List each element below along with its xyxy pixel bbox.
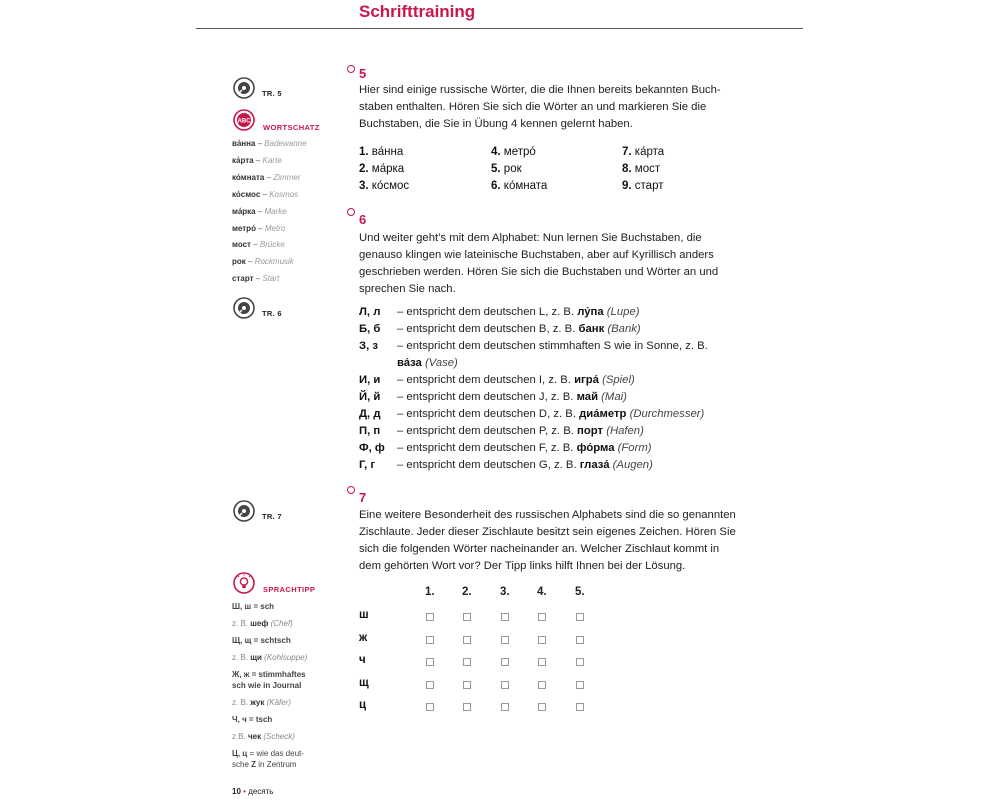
tip-example-sh: z. B. шеф (Chef) xyxy=(232,619,293,628)
vocab-ru: ка́рта xyxy=(232,156,254,165)
answer-checkbox[interactable] xyxy=(538,681,546,689)
answer-checkbox[interactable] xyxy=(538,636,546,644)
grid-row-label: ш xyxy=(359,609,369,621)
vocab-de: Brücke xyxy=(259,240,285,249)
vocab-item: ма́рка – Marke xyxy=(232,207,287,216)
tip-example-ch: z.B. чек (Scheck) xyxy=(232,732,295,741)
grid-column-header: 1. xyxy=(425,586,435,598)
vocab-de: Marke xyxy=(264,207,287,216)
exercise-7-instructions: Eine weitere Besonderheit des russischen Alphabets sind die so genannten Zischlaute. Jeder dieser Zischlaute besitzt sein eigenes Zeichen. Hören Sie sich die folgenden Wörter nacheinander an. Welcher Zischlaut kommt in dem gehörten Wort vor? Der Tipp links hilft Ihnen bei der Lösung. xyxy=(359,509,736,572)
track-label-5: TR. 5 xyxy=(262,89,282,98)
grid-row-label: ч xyxy=(359,654,366,666)
vocab-ru: рок xyxy=(232,257,246,266)
answer-checkbox[interactable] xyxy=(501,703,509,711)
grid-column-header: 5. xyxy=(575,586,585,598)
answer-checkbox[interactable] xyxy=(538,703,546,711)
answer-checkbox[interactable] xyxy=(576,658,584,666)
vocab-ru: ма́рка xyxy=(232,207,256,216)
answer-checkbox[interactable] xyxy=(576,636,584,644)
audio-cd-icon[interactable] xyxy=(233,77,255,99)
vocab-item: ва́нна – Badewanne xyxy=(232,139,307,148)
footer-dot: • xyxy=(243,787,246,796)
grid-column-header: 4. xyxy=(537,586,547,598)
vocab-item: ко́мната – Zimmer xyxy=(232,173,301,182)
answer-checkbox[interactable] xyxy=(576,703,584,711)
exercise-7-number: 7 xyxy=(359,490,367,505)
vocab-de: Rockmusik xyxy=(254,257,294,266)
word-item: 2. ма́рка xyxy=(359,163,405,175)
tip-rule-zh: Ж, ж = stimmhaftes xyxy=(232,670,306,679)
exercise-6-number: 6 xyxy=(359,212,367,227)
vocab-de: Zimmer xyxy=(273,173,301,182)
answer-checkbox[interactable] xyxy=(463,681,471,689)
tip-rule-ch: Ч, ч = tsch xyxy=(232,715,273,724)
answer-checkbox[interactable] xyxy=(426,613,434,621)
vocab-item: рок – Rockmusik xyxy=(232,257,294,266)
grid-column-header: 2. xyxy=(462,586,472,598)
vocab-item: ка́рта – Karte xyxy=(232,156,282,165)
page-number-word: десять xyxy=(248,787,274,796)
audio-cd-icon[interactable] xyxy=(233,297,255,319)
vocab-ru: ко́мната xyxy=(232,173,265,182)
vocab-ru: метро́ xyxy=(232,224,256,233)
tip-rule-sh: Ш, ш = sch xyxy=(232,602,275,611)
vocab-item: мост – Brücke xyxy=(232,240,285,249)
letter-row-continuation: ва́за (Vase) xyxy=(397,357,458,369)
tip-rule-ts-cont: sche Z in Zentrum xyxy=(232,760,297,769)
title-divider xyxy=(196,28,803,29)
vocab-de: Kosmos xyxy=(269,190,299,199)
word-item: 5. рок xyxy=(491,163,522,175)
vocab-ru: старт xyxy=(232,274,254,283)
answer-checkbox[interactable] xyxy=(426,658,434,666)
tip-rule-ts: Ц, ц = wie das deut- xyxy=(232,749,304,758)
vocab-de: Badewanne xyxy=(264,139,307,148)
answer-checkbox[interactable] xyxy=(576,613,584,621)
answer-checkbox[interactable] xyxy=(538,613,546,621)
tip-heading: SPRACHTIPP xyxy=(263,585,316,594)
word-item: 4. метро́ xyxy=(491,146,536,158)
vocabulary-heading: WORTSCHATZ xyxy=(263,123,320,132)
vocab-de: Metro xyxy=(264,224,286,233)
word-item: 9. старт xyxy=(622,180,664,192)
word-item: 1. ва́нна xyxy=(359,146,404,158)
grid-row-label: ж xyxy=(359,632,368,644)
page-number: 10 xyxy=(232,787,241,796)
abc-badge-text: ABC xyxy=(237,118,251,125)
answer-checkbox[interactable] xyxy=(463,636,471,644)
grid-row-label: ц xyxy=(359,699,367,711)
answer-checkbox[interactable] xyxy=(426,703,434,711)
vocab-ru: ко́смос xyxy=(232,190,261,199)
vocab-item: ко́смос – Kosmos xyxy=(232,190,299,199)
vocab-item: метро́ – Metro xyxy=(232,224,286,233)
word-item: 3. ко́смос xyxy=(359,180,410,192)
answer-checkbox[interactable] xyxy=(501,681,509,689)
exercise-marker-icon xyxy=(347,486,355,494)
audio-cd-icon[interactable] xyxy=(233,500,255,522)
answer-checkbox[interactable] xyxy=(501,613,509,621)
answer-checkbox[interactable] xyxy=(576,681,584,689)
abc-vocabulary-icon xyxy=(233,109,255,131)
exercise-marker-icon xyxy=(347,208,355,216)
tip-rule-shch: Щ, щ = schtsch xyxy=(232,636,291,645)
track-label-6: TR. 6 xyxy=(262,309,282,318)
exercise-5-instructions: Hier sind einige russische Wörter, die die Ihnen bereits bekannten Buch- staben enthalten. Hören Sie sich die Wörter an und markieren Sie die Buchstaben, die Sie in Übung 4 kennen gelernt haben. xyxy=(359,84,721,130)
tip-example-zh: z. B. жук (Käfer) xyxy=(232,698,292,707)
answer-checkbox[interactable] xyxy=(426,636,434,644)
page-footer xyxy=(232,787,273,796)
exercise-5-number: 5 xyxy=(359,66,367,81)
tip-rule-zh-cont: sch wie in Journal xyxy=(232,681,302,690)
word-item: 7. ка́рта xyxy=(622,146,665,158)
grid-row-label: щ xyxy=(359,677,369,689)
answer-checkbox[interactable] xyxy=(426,681,434,689)
track-label-7: TR. 7 xyxy=(262,512,282,521)
answer-checkbox[interactable] xyxy=(463,613,471,621)
exercise-marker-icon xyxy=(347,65,355,73)
vocab-de: Start xyxy=(262,274,280,283)
vocab-ru: ва́нна xyxy=(232,139,256,148)
vocab-de: Karte xyxy=(262,156,282,165)
vocab-item: старт – Start xyxy=(232,274,280,283)
answer-checkbox[interactable] xyxy=(501,636,509,644)
lightbulb-icon xyxy=(233,572,255,594)
page-title: Schrifttraining xyxy=(359,2,476,21)
word-item: 8. мост xyxy=(622,163,661,175)
vocab-ru: мост xyxy=(232,240,251,249)
word-item: 6. ко́мната xyxy=(491,180,548,192)
answer-checkbox[interactable] xyxy=(463,703,471,711)
tip-example-shch: z. B. щи (Kohlsuppe) xyxy=(232,653,308,662)
answer-checkbox[interactable] xyxy=(463,658,471,666)
grid-column-header: 3. xyxy=(500,586,510,598)
exercise-6-instructions: Und weiter geht’s mit dem Alphabet: Nun lernen Sie Buchstaben, die genauso klingen wie lateinische Buchstaben, aber auf Kyrillisch anders geschrieben werden. Hören Sie sich die Buchstaben und Wörter an und sprechen Sie nach. xyxy=(359,232,719,295)
answer-checkbox[interactable] xyxy=(501,658,509,666)
answer-checkbox[interactable] xyxy=(538,658,546,666)
